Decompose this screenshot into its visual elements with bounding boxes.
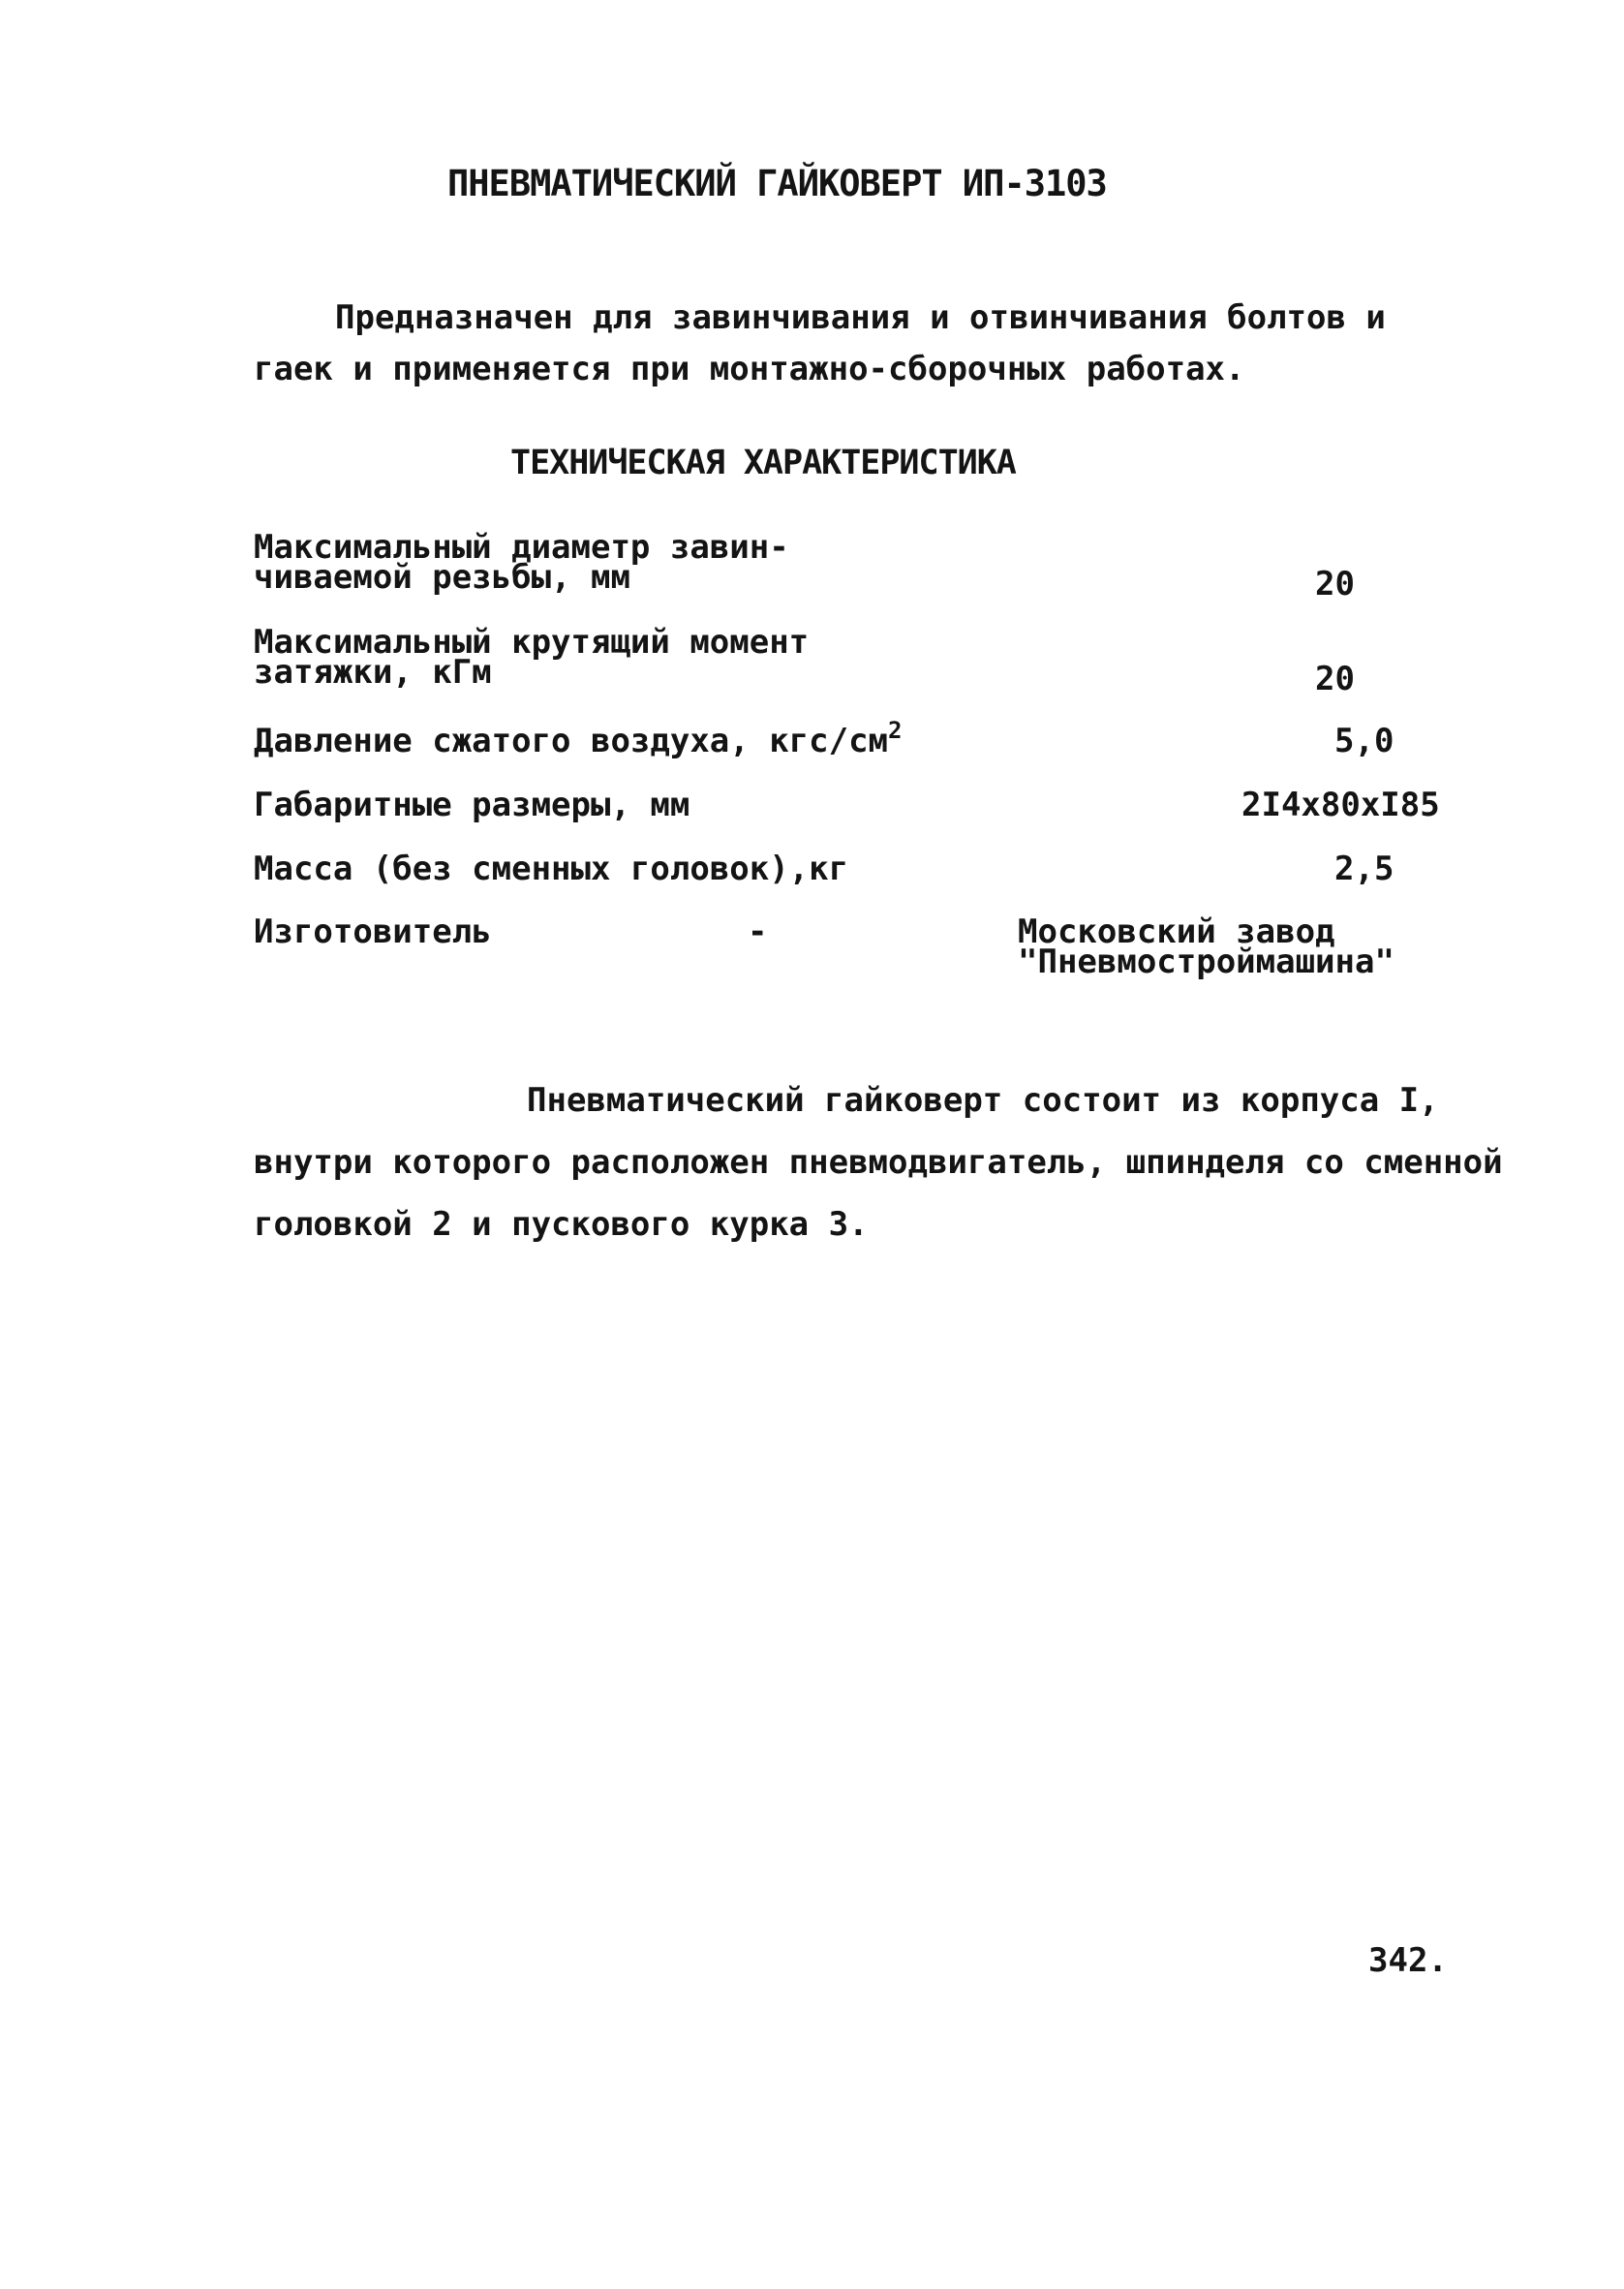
manufacturer-line: Московский завод bbox=[1018, 913, 1335, 951]
spec-value-manufacturer bbox=[1018, 913, 1394, 981]
description-line: Пневматический гайковерт состоит из корпуса I, bbox=[527, 1081, 1439, 1120]
intro-line: гаек и применяется при монтажно-сборочных работах. bbox=[254, 350, 1245, 388]
spec-label-line: затяжки, кГм bbox=[254, 653, 492, 692]
spec-label: Габаритные размеры, мм bbox=[254, 786, 690, 824]
spec-dash: - bbox=[748, 913, 768, 951]
description-line: головкой 2 и пускового курка 3. bbox=[254, 1205, 869, 1244]
spec-row-mass bbox=[254, 850, 1455, 893]
spec-label-superscript: 2 bbox=[888, 717, 903, 744]
spec-label-line: Максимальный диаметр завин- bbox=[254, 528, 789, 567]
manufacturer-line: "Пневмостроймашина" bbox=[1018, 943, 1394, 981]
spec-label-line: чиваемой резьбы, мм bbox=[254, 558, 630, 597]
spec-value: 2,5 bbox=[1334, 850, 1394, 888]
document-title: ПНЕВМАТИЧЕСКИЙ ГАЙКОВЕРТ ИП-3103 bbox=[447, 163, 1107, 204]
spec-value: 20 bbox=[1315, 660, 1355, 698]
description-paragraph bbox=[254, 1069, 1513, 1255]
spec-value: 2I4x80xI85 bbox=[1241, 786, 1440, 824]
spec-row-max-torque bbox=[254, 623, 1455, 698]
spec-label: Масса (без сменных головок),кг bbox=[254, 850, 849, 888]
description-line: внутри которого расположен пневмодвигатель, шпинделя со сменной bbox=[254, 1143, 1503, 1182]
spec-label bbox=[254, 717, 903, 760]
spec-value: 5,0 bbox=[1334, 722, 1394, 760]
specs-heading: ТЕХНИЧЕСКАЯ ХАРАКТЕРИСТИКА bbox=[510, 444, 1016, 482]
spec-label-line: Максимальный крутящий момент bbox=[254, 623, 810, 662]
intro-paragraph bbox=[254, 293, 1464, 395]
spec-label: Изготовитель bbox=[254, 913, 492, 951]
spec-label bbox=[254, 528, 789, 597]
spec-label bbox=[254, 623, 810, 692]
intro-line: Предназначен для завинчивания и отвинчивания болтов и bbox=[335, 298, 1386, 337]
spec-row-dimensions bbox=[254, 786, 1455, 829]
spec-row-air-pressure bbox=[254, 717, 1455, 765]
page-number: 342. bbox=[1368, 1941, 1448, 1980]
spec-row-max-diameter bbox=[254, 528, 1455, 603]
spec-row-manufacturer bbox=[254, 913, 1455, 985]
spec-value: 20 bbox=[1315, 565, 1355, 603]
spec-label-text: Давление сжатого воздуха, кгс/см bbox=[254, 722, 889, 760]
